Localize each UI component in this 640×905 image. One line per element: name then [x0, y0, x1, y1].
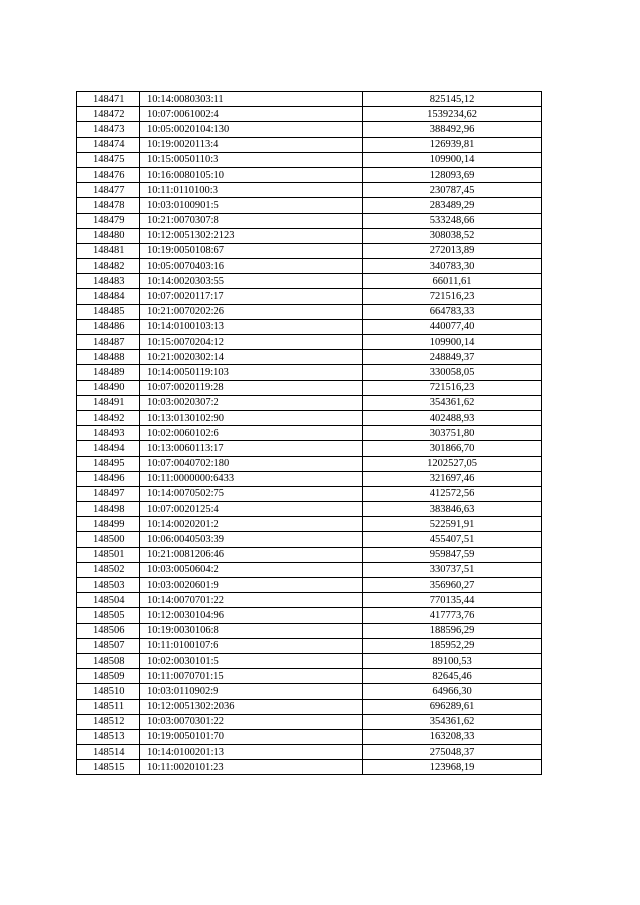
cadastral-number-cell: 10:11:0020101:23	[140, 760, 363, 775]
row-number-cell: 148490	[77, 380, 140, 395]
cadastral-number-cell: 10:16:0080105:10	[140, 167, 363, 182]
cadastral-number-cell: 10:12:0030104:96	[140, 608, 363, 623]
amount-cell: 522591,91	[363, 517, 542, 532]
row-number-cell: 148506	[77, 623, 140, 638]
row-number-cell: 148475	[77, 152, 140, 167]
row-number-cell: 148496	[77, 471, 140, 486]
table-row	[77, 107, 542, 122]
row-number-cell: 148494	[77, 441, 140, 456]
table-row	[77, 502, 542, 517]
amount-cell: 188596,29	[363, 623, 542, 638]
row-number-cell: 148473	[77, 122, 140, 137]
table-row	[77, 638, 542, 653]
row-number-cell: 148482	[77, 259, 140, 274]
table-row	[77, 92, 542, 107]
table-row	[77, 304, 542, 319]
row-number-cell: 148511	[77, 699, 140, 714]
table-row	[77, 653, 542, 668]
amount-cell: 383846,63	[363, 502, 542, 517]
table-row	[77, 350, 542, 365]
amount-cell: 354361,62	[363, 714, 542, 729]
table-row	[77, 699, 542, 714]
cadastral-number-cell: 10:11:0070701:15	[140, 669, 363, 684]
cadastral-number-cell: 10:07:0040702:180	[140, 456, 363, 471]
row-number-cell: 148513	[77, 729, 140, 744]
amount-cell: 163208,33	[363, 729, 542, 744]
amount-cell: 440077,40	[363, 319, 542, 334]
table-row	[77, 760, 542, 775]
table-row	[77, 623, 542, 638]
row-number-cell: 148500	[77, 532, 140, 547]
cadastral-number-cell: 10:15:0070204:12	[140, 335, 363, 350]
amount-cell: 248849,37	[363, 350, 542, 365]
row-number-cell: 148483	[77, 274, 140, 289]
amount-cell: 388492,96	[363, 122, 542, 137]
amount-cell: 770135,44	[363, 593, 542, 608]
row-number-cell: 148508	[77, 653, 140, 668]
table-row	[77, 365, 542, 380]
table-row	[77, 562, 542, 577]
row-number-cell: 148478	[77, 198, 140, 213]
table-row	[77, 547, 542, 562]
amount-cell: 412572,56	[363, 486, 542, 501]
cadastral-number-cell: 10:13:0130102:90	[140, 410, 363, 425]
data-table	[76, 91, 542, 775]
cadastral-number-cell: 10:07:0020119:28	[140, 380, 363, 395]
cadastral-number-cell: 10:14:0080303:11	[140, 92, 363, 107]
amount-cell: 825145,12	[363, 92, 542, 107]
table-row	[77, 745, 542, 760]
amount-cell: 123968,19	[363, 760, 542, 775]
row-number-cell: 148479	[77, 213, 140, 228]
row-number-cell: 148485	[77, 304, 140, 319]
row-number-cell: 148476	[77, 167, 140, 182]
table-row	[77, 395, 542, 410]
cadastral-number-cell: 10:19:0050108:67	[140, 243, 363, 258]
table-row	[77, 380, 542, 395]
table-row	[77, 213, 542, 228]
cadastral-number-cell: 10:06:0040503:39	[140, 532, 363, 547]
row-number-cell: 148474	[77, 137, 140, 152]
cadastral-number-cell: 10:19:0050101:70	[140, 729, 363, 744]
cadastral-number-cell: 10:03:0020601:9	[140, 578, 363, 593]
amount-cell: 340783,30	[363, 259, 542, 274]
amount-cell: 330058,05	[363, 365, 542, 380]
cadastral-number-cell: 10:11:0000000:6433	[140, 471, 363, 486]
table-row	[77, 486, 542, 501]
cadastral-number-cell: 10:14:0020303:55	[140, 274, 363, 289]
amount-cell: 64966,30	[363, 684, 542, 699]
row-number-cell: 148504	[77, 593, 140, 608]
amount-cell: 89100,53	[363, 653, 542, 668]
table-row	[77, 198, 542, 213]
cadastral-number-cell: 10:21:0070307:8	[140, 213, 363, 228]
cadastral-number-cell: 10:19:0020113:4	[140, 137, 363, 152]
cadastral-number-cell: 10:12:0051302:2036	[140, 699, 363, 714]
amount-cell: 664783,33	[363, 304, 542, 319]
cadastral-number-cell: 10:14:0070701:22	[140, 593, 363, 608]
amount-cell: 185952,29	[363, 638, 542, 653]
row-number-cell: 148512	[77, 714, 140, 729]
cadastral-number-cell: 10:05:0020104:130	[140, 122, 363, 137]
amount-cell: 275048,37	[363, 745, 542, 760]
cadastral-number-cell: 10:07:0020117:17	[140, 289, 363, 304]
amount-cell: 455407,51	[363, 532, 542, 547]
row-number-cell: 148488	[77, 350, 140, 365]
cadastral-number-cell: 10:07:0061002:4	[140, 107, 363, 122]
amount-cell: 308038,52	[363, 228, 542, 243]
cadastral-number-cell: 10:13:0060113:17	[140, 441, 363, 456]
row-number-cell: 148510	[77, 684, 140, 699]
table-row	[77, 593, 542, 608]
amount-cell: 721516,23	[363, 289, 542, 304]
table-row	[77, 167, 542, 182]
cadastral-number-cell: 10:21:0070202:26	[140, 304, 363, 319]
amount-cell: 402488,93	[363, 410, 542, 425]
amount-cell: 1202527,05	[363, 456, 542, 471]
amount-cell: 321697,46	[363, 471, 542, 486]
amount-cell: 66011,61	[363, 274, 542, 289]
cadastral-number-cell: 10:03:0050604:2	[140, 562, 363, 577]
table-row	[77, 228, 542, 243]
table-row	[77, 714, 542, 729]
amount-cell: 959847,59	[363, 547, 542, 562]
amount-cell: 696289,61	[363, 699, 542, 714]
table-row	[77, 243, 542, 258]
cadastral-number-cell: 10:03:0020307:2	[140, 395, 363, 410]
row-number-cell: 148491	[77, 395, 140, 410]
cadastral-number-cell: 10:11:0100107:6	[140, 638, 363, 653]
table-row	[77, 289, 542, 304]
row-number-cell: 148498	[77, 502, 140, 517]
row-number-cell: 148515	[77, 760, 140, 775]
cadastral-number-cell: 10:11:0110100:3	[140, 183, 363, 198]
table-row	[77, 532, 542, 547]
amount-cell: 230787,45	[363, 183, 542, 198]
cadastral-number-cell: 10:19:0030106:8	[140, 623, 363, 638]
row-number-cell: 148492	[77, 410, 140, 425]
table-row	[77, 578, 542, 593]
row-number-cell: 148499	[77, 517, 140, 532]
table-row	[77, 335, 542, 350]
cadastral-number-cell: 10:05:0070403:16	[140, 259, 363, 274]
table-row	[77, 517, 542, 532]
cadastral-number-cell: 10:03:0110902:9	[140, 684, 363, 699]
table-row	[77, 684, 542, 699]
row-number-cell: 148505	[77, 608, 140, 623]
cadastral-number-cell: 10:03:0100901:5	[140, 198, 363, 213]
row-number-cell: 148477	[77, 183, 140, 198]
amount-cell: 1539234,62	[363, 107, 542, 122]
row-number-cell: 148493	[77, 426, 140, 441]
row-number-cell: 148501	[77, 547, 140, 562]
amount-cell: 126939,81	[363, 137, 542, 152]
amount-cell: 721516,23	[363, 380, 542, 395]
amount-cell: 283489,29	[363, 198, 542, 213]
amount-cell: 354361,62	[363, 395, 542, 410]
row-number-cell: 148481	[77, 243, 140, 258]
table-row	[77, 274, 542, 289]
row-number-cell: 148509	[77, 669, 140, 684]
row-number-cell: 148484	[77, 289, 140, 304]
row-number-cell: 148497	[77, 486, 140, 501]
amount-cell: 533248,66	[363, 213, 542, 228]
table-row	[77, 183, 542, 198]
cadastral-number-cell: 10:14:0100201:13	[140, 745, 363, 760]
amount-cell: 128093,69	[363, 167, 542, 182]
amount-cell: 272013,89	[363, 243, 542, 258]
table-row	[77, 608, 542, 623]
table-row	[77, 122, 542, 137]
table-row	[77, 669, 542, 684]
cadastral-number-cell: 10:15:0050110:3	[140, 152, 363, 167]
amount-cell: 417773,76	[363, 608, 542, 623]
row-number-cell: 148503	[77, 578, 140, 593]
table-body	[77, 92, 542, 775]
cadastral-number-cell: 10:14:0070502:75	[140, 486, 363, 501]
amount-cell: 109900,14	[363, 152, 542, 167]
table-row	[77, 729, 542, 744]
table-row	[77, 471, 542, 486]
cadastral-number-cell: 10:03:0070301:22	[140, 714, 363, 729]
amount-cell: 303751,80	[363, 426, 542, 441]
table-row	[77, 259, 542, 274]
row-number-cell: 148495	[77, 456, 140, 471]
cadastral-number-cell: 10:12:0051302:2123	[140, 228, 363, 243]
cadastral-number-cell: 10:07:0020125:4	[140, 502, 363, 517]
cadastral-number-cell: 10:02:0030101:5	[140, 653, 363, 668]
cadastral-number-cell: 10:14:0020201:2	[140, 517, 363, 532]
row-number-cell: 148487	[77, 335, 140, 350]
table-row	[77, 426, 542, 441]
row-number-cell: 148507	[77, 638, 140, 653]
table-row	[77, 319, 542, 334]
cadastral-number-cell: 10:21:0020302:14	[140, 350, 363, 365]
amount-cell: 330737,51	[363, 562, 542, 577]
table-row	[77, 410, 542, 425]
row-number-cell: 148514	[77, 745, 140, 760]
amount-cell: 301866,70	[363, 441, 542, 456]
row-number-cell: 148480	[77, 228, 140, 243]
row-number-cell: 148486	[77, 319, 140, 334]
row-number-cell: 148502	[77, 562, 140, 577]
table-row	[77, 137, 542, 152]
cadastral-number-cell: 10:21:0081206:46	[140, 547, 363, 562]
table-row	[77, 441, 542, 456]
cadastral-number-cell: 10:02:0060102:6	[140, 426, 363, 441]
amount-cell: 82645,46	[363, 669, 542, 684]
cadastral-number-cell: 10:14:0050119:103	[140, 365, 363, 380]
row-number-cell: 148471	[77, 92, 140, 107]
cadastral-number-cell: 10:14:0100103:13	[140, 319, 363, 334]
row-number-cell: 148472	[77, 107, 140, 122]
table-row	[77, 152, 542, 167]
table-row	[77, 456, 542, 471]
amount-cell: 356960,27	[363, 578, 542, 593]
row-number-cell: 148489	[77, 365, 140, 380]
amount-cell: 109900,14	[363, 335, 542, 350]
